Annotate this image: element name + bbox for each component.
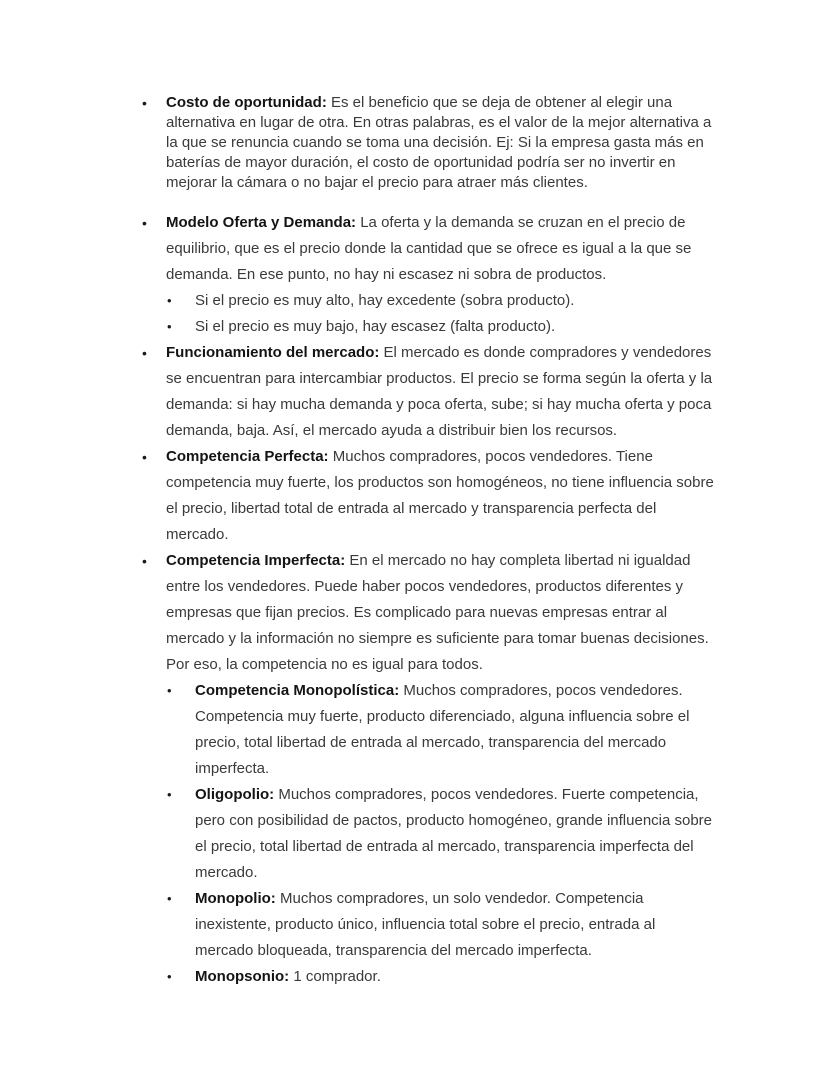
bullet-icon: •: [142, 345, 147, 361]
item-text: La oferta y la demanda se cruzan en el precio de equilibrio, que es el precio donde la cantidad que se ofrece es igual a la que se demanda. En ese punto, no hay ni escasez ni sobra de productos.: [166, 214, 692, 283]
bullet-icon: •: [142, 95, 147, 111]
item-paragraph: [195, 964, 714, 990]
item-text: Muchos compradores, pocos vendedores. Fuerte competencia, pero con posibilidad de pactos, producto homogéneo, grande influencia sobre el precio, total libertad de entrada al mercado, transparencia imperfecta del mercado.: [195, 786, 713, 881]
bullet-icon: •: [142, 215, 147, 231]
item-paragraph: [195, 782, 714, 886]
sub-list-item: [167, 678, 714, 782]
item-paragraph: [166, 93, 714, 193]
item-paragraph: [195, 678, 714, 782]
list-item: [142, 93, 714, 193]
item-text: Es el beneficio que se deja de obtener al elegir una alternativa en lugar de otra. En otras palabras, es el valor de la mejor alternativa a la que se renuncia cuando se toma una decisión. Ej: Si la empresa gasta más en baterías de mayor duración, el costo de oportunidad podría ser no invertir en mejorar la cámara o no bajar el precio para atraer más clientes.: [166, 94, 712, 191]
item-paragraph: [166, 444, 714, 548]
bullet-icon: •: [167, 683, 172, 698]
item-term: Competencia Monopolística:: [195, 682, 400, 699]
list-item: [142, 444, 714, 548]
item-paragraph: [166, 210, 714, 288]
item-text: 1 comprador.: [293, 968, 381, 985]
item-term: Costo de oportunidad:: [166, 94, 327, 111]
bullet-icon: •: [167, 293, 172, 308]
item-text: Muchos compradores, pocos vendedores. Tiene competencia muy fuerte, los productos son homogéneos, no tiene influencia sobre el precio, libertad total de entrada al mercado y transparencia perfecta del mercado.: [166, 448, 714, 543]
item-paragraph: [195, 288, 714, 314]
item-term: Funcionamiento del mercado:: [166, 344, 380, 361]
item-text: En el mercado no hay completa libertad ni igualdad entre los vendedores. Puede haber pocos vendedores, productos diferentes y empresas que fijan precios. Es complicado para nuevas empresas entrar al mercado y la información no siempre es suficiente para tomar buenas decisiones. Por eso, la competencia no es igual para todos.: [166, 552, 709, 673]
item-paragraph: [195, 886, 714, 964]
item-text: Si el precio es muy bajo, hay escasez (falta producto).: [195, 318, 556, 335]
item-paragraph: [195, 314, 714, 340]
sub-list-item: [167, 886, 714, 964]
item-text: Si el precio es muy alto, hay excedente (sobra producto).: [195, 292, 575, 309]
sublist: [167, 288, 714, 340]
bullet-icon: •: [167, 787, 172, 802]
list-item: [142, 210, 714, 288]
sub-list-item: [167, 964, 714, 990]
bullet-icon: •: [167, 319, 172, 334]
sub-list-item: [167, 314, 714, 340]
list-item: [142, 548, 714, 678]
item-term: Monopsonio:: [195, 968, 290, 985]
list-item: [142, 340, 714, 444]
bullet-icon: •: [142, 553, 147, 569]
item-term: Monopolio:: [195, 890, 276, 907]
item-paragraph: [166, 548, 714, 678]
item-term: Oligopolio:: [195, 786, 275, 803]
sub-list-item: [167, 288, 714, 314]
item-text: Muchos compradores, un solo vendedor. Competencia inexistente, producto único, influencia total sobre el precio, entrada al mercado bloqueada, transparencia del mercado imperfecta.: [195, 890, 656, 959]
item-paragraph: [166, 340, 714, 444]
bullet-icon: •: [142, 449, 147, 465]
item-term: Competencia Imperfecta:: [166, 552, 346, 569]
sublist: [167, 678, 714, 990]
item-term: Competencia Perfecta:: [166, 448, 329, 465]
item-text: Muchos compradores, pocos vendedores. Competencia muy fuerte, producto diferenciado, alguna influencia sobre el precio, total libertad de entrada al mercado, transparencia del mercado imperfecta.: [195, 682, 690, 777]
item-text: El mercado es donde compradores y vendedores se encuentran para intercambiar productos. El precio se forma según la oferta y la demanda: si hay mucha demanda y poca oferta, sube; si hay mucha oferta y poca demanda, baja. Así, el mercado ayuda a distribuir bien los recursos.: [166, 344, 713, 439]
item-term: Modelo Oferta y Demanda:: [166, 214, 357, 231]
sub-list-item: [167, 782, 714, 886]
bullet-icon: •: [167, 969, 172, 984]
bullet-icon: •: [167, 891, 172, 906]
